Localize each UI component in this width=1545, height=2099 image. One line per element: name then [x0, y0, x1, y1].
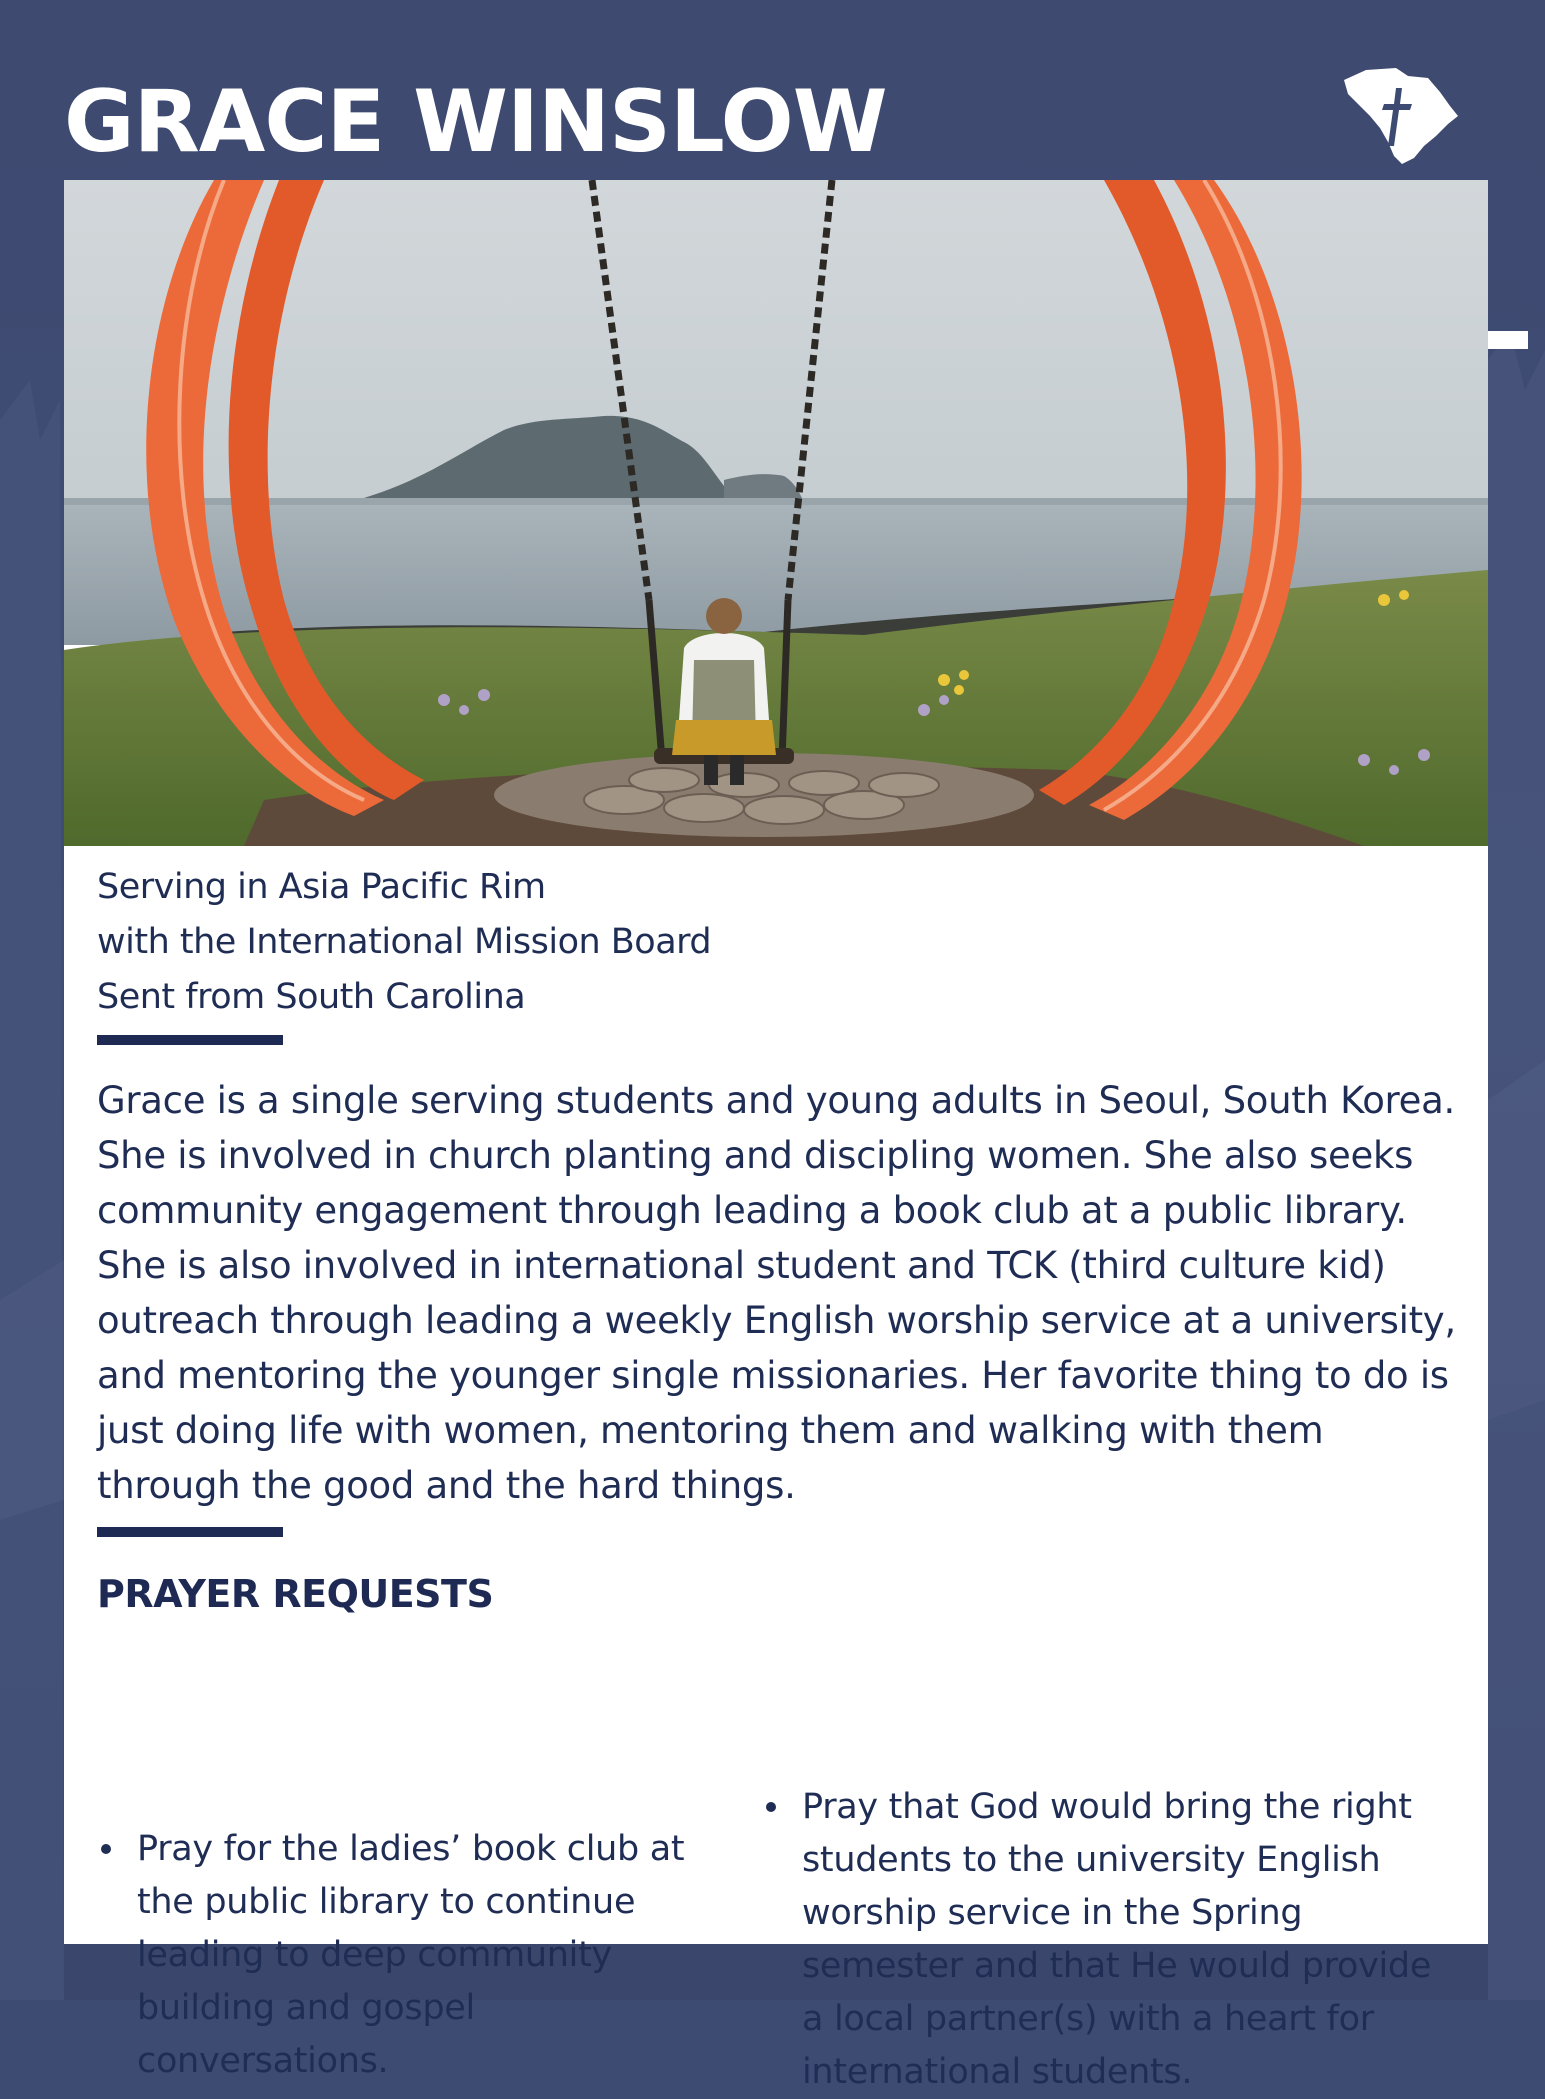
prayer-item [762, 1781, 1462, 2099]
prayer-list-right [762, 1781, 1462, 2099]
subtitle-line-region: Serving in Asia Pacific Rim [97, 867, 546, 907]
prayer-item-text: Pray that God would bring the right students to the university English worship service in the Spring semester and that He would provide a local partner(s) with a heart for international students. [802, 1787, 1432, 2092]
missionary-swing-photo [64, 180, 1488, 846]
profile-card [64, 180, 1488, 2092]
prayer-item [97, 1823, 737, 2088]
section-divider [97, 1035, 283, 1045]
subtitle-line-sent-from: Sent from South Carolina [97, 977, 526, 1017]
section-divider [97, 1527, 283, 1537]
page-title: GRACE WINSLOW [64, 72, 887, 172]
bullet-icon [101, 1844, 111, 1854]
bio-paragraph: Grace is a single serving students and young adults in Seoul, South Korea. She is involved in church planting and discipling women. She also seeks community engagement through leading a book club at a public library. She is also involved in international student and TCK (third culture kid) outreach through leading a weekly English worship service at a university, and mentoring the younger single missionaries. Her favorite thing to do is just doing life with women, mentoring them and walking with them through the good and the hard things. [97, 1079, 1456, 1507]
subtitle-line-board: with the International Mission Board [97, 922, 712, 962]
bullet-icon [766, 1802, 776, 1812]
prayer-item-text: Pray for the ladies’ book club at the public library to continue leading to deep community building and gospel conversations. [137, 1829, 685, 2081]
south-carolina-cross-icon [1336, 62, 1460, 166]
subtitle [97, 860, 711, 1025]
prayer-requests-heading: PRAYER REQUESTS [97, 1572, 494, 1616]
prayer-list-left [97, 1823, 737, 2088]
